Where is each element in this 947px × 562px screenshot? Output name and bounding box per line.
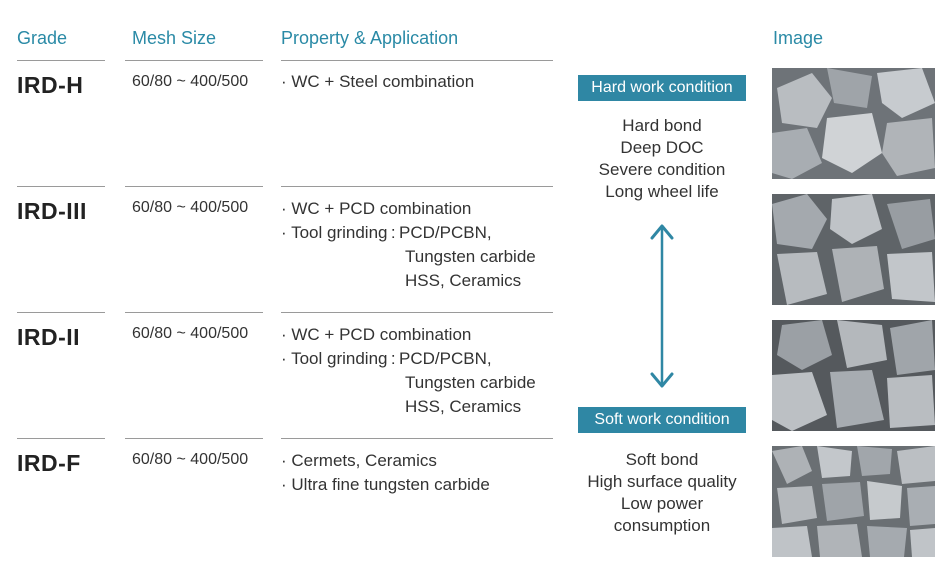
divider (17, 438, 105, 439)
divider (17, 312, 105, 313)
condition-item: Severe condition (598, 160, 726, 179)
divider (125, 438, 263, 439)
grit-image-ird-h (772, 68, 935, 179)
mesh-size: 60/80 ~ 400/500 (132, 451, 249, 468)
divider (281, 60, 553, 61)
grit-image-ird-iii (772, 194, 935, 305)
mesh-size: 60/80 ~ 400/500 (132, 325, 249, 342)
property-line: · Cermets, Ceramics (281, 451, 437, 470)
property-list (281, 197, 536, 293)
mesh-size: 60/80 ~ 400/500 (132, 199, 249, 216)
condition-item: Long wheel life (605, 182, 719, 201)
grade-label: IRD-F (17, 450, 81, 476)
property-line: · Tool grinding : PCD/PCBN, (281, 349, 492, 368)
divider (125, 186, 263, 187)
condition-item: Low power (620, 494, 704, 513)
property-line: · WC + PCD combination (281, 199, 472, 218)
grade-label: IRD-III (17, 198, 87, 224)
header-mesh-size: Mesh Size (132, 28, 217, 48)
condition-item: Hard bond (622, 116, 702, 135)
divider (17, 186, 105, 187)
divider (17, 60, 105, 61)
header-grade: Grade (17, 28, 68, 48)
divider (125, 312, 263, 313)
property-line: · Tool grinding : PCD/PCBN, (281, 223, 492, 242)
property-line: HSS, Ceramics (405, 397, 522, 416)
divider (281, 438, 553, 439)
grade-label: IRD-H (17, 72, 84, 98)
divider (281, 312, 553, 313)
hard-condition-badge: Hard work condition (578, 75, 746, 101)
divider (125, 60, 263, 61)
property-line: HSS, Ceramics (405, 271, 522, 290)
condition-item: consumption (613, 516, 711, 535)
soft-condition-list (578, 449, 746, 537)
property-line: · Ultra fine tungsten carbide (281, 475, 490, 494)
double-vertical-arrow-icon (648, 222, 676, 390)
divider (281, 186, 553, 187)
property-line: · WC + Steel combination (281, 72, 475, 91)
condition-item: Deep DOC (620, 138, 704, 157)
grade-label: IRD-II (17, 324, 81, 350)
grit-image-ird-f (772, 446, 935, 557)
property-line: · WC + PCD combination (281, 325, 472, 344)
hard-condition-list (578, 115, 746, 203)
grit-image-ird-ii (772, 320, 935, 431)
soft-condition-badge: Soft work condition (578, 407, 746, 433)
property-line: Tungsten carbide (405, 373, 536, 392)
header-property: Property & Application (281, 28, 459, 48)
property-list (281, 70, 474, 94)
header-image: Image (773, 28, 824, 48)
mesh-size: 60/80 ~ 400/500 (132, 73, 249, 90)
property-line: Tungsten carbide (405, 247, 536, 266)
property-list (281, 323, 536, 419)
condition-item: High surface quality (587, 472, 737, 491)
property-list (281, 449, 490, 497)
condition-item: Soft bond (625, 450, 699, 469)
